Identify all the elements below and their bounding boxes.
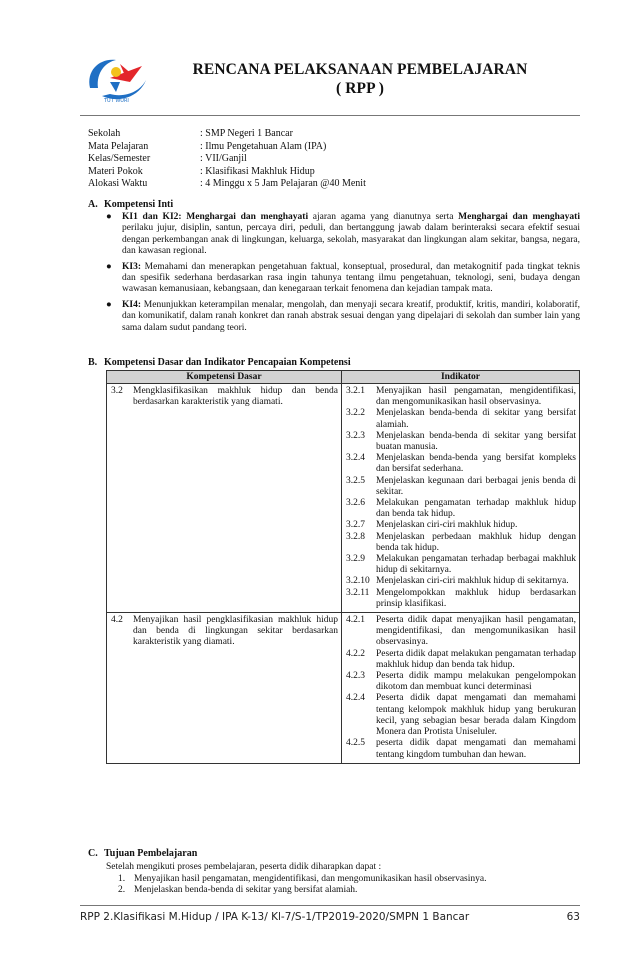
bullet-icon: ● bbox=[106, 212, 112, 222]
kd-cell bbox=[107, 613, 342, 764]
indikator-item bbox=[346, 693, 576, 738]
ki-label: KI4: bbox=[122, 299, 141, 310]
indikator-text: Menjelaskan ciri-ciri makhluk hidup di sekitarnya. bbox=[376, 576, 569, 587]
list-item bbox=[118, 874, 486, 885]
kd-number: 4.2 bbox=[111, 615, 123, 626]
table-header-row bbox=[107, 371, 580, 384]
identity-row-materi bbox=[88, 166, 366, 179]
section-title: Kompetensi Dasar dan Indikator Pencapaian Kompetensi bbox=[104, 357, 351, 368]
indikator-number: 3.2.5 bbox=[346, 475, 365, 486]
indikator-text: Peserta didik dapat melakukan pengamatan terhadap makhluk hidup dan benda tak hidup. bbox=[376, 648, 576, 670]
section-letter: B. bbox=[88, 357, 98, 368]
section-letter: C. bbox=[88, 848, 98, 859]
indikator-text: Menjelaskan ciri-ciri makhluk hidup. bbox=[376, 520, 518, 531]
identity-label: Alokasi Waktu bbox=[88, 178, 148, 190]
indikator-number: 3.2.4 bbox=[346, 453, 365, 464]
table-row bbox=[107, 613, 580, 764]
ki-emphasis: Menghargai dan menghayati bbox=[458, 212, 580, 222]
indikator-number: 4.2.1 bbox=[346, 615, 365, 626]
ki-item bbox=[106, 300, 580, 334]
indikator-text: Peserta didik dapat mengamati dan memahami tentang kelompok makhluk hidup yang berukuran kecil, yang sebagian besar berada dalam Kingdom Monera dan Protista Uniseluler. bbox=[376, 693, 576, 738]
identity-value: : SMP Negeri 1 Bancar bbox=[200, 128, 293, 139]
indikator-text: Melakukan pengamatan terhadap berbagai makhluk hidup di sekitarnya. bbox=[376, 554, 576, 576]
indikator-item bbox=[346, 476, 576, 498]
indikator-number: 3.2.7 bbox=[346, 520, 365, 531]
page-number: 63 bbox=[566, 911, 580, 923]
indikator-number: 4.2.5 bbox=[346, 738, 365, 749]
indikator-item bbox=[346, 431, 576, 453]
indikator-text: Melakukan pengamatan terhadap makhluk hidup dan benda tak hidup. bbox=[376, 498, 576, 520]
section-heading-a bbox=[88, 199, 173, 210]
indikator-item bbox=[346, 453, 576, 475]
ki-text: perilaku jujur, disiplin, santun, percaya diri, peduli, dan bertanggung jawab dalam berinteraksi secara efektif sesuai dengan perkembangan anak di lingkungan, keluarga, sekolah, masyarakat dan lingkungan alam sekitar, bangsa, negara, dan kawasan regional. bbox=[122, 223, 580, 257]
table-row bbox=[107, 384, 580, 613]
indikator-item bbox=[346, 520, 576, 531]
list-number: 1. bbox=[118, 874, 126, 884]
title-line-1: RENCANA PELAKSANAAN PEMBELAJARAN bbox=[192, 61, 528, 78]
indikator-item bbox=[346, 554, 576, 576]
indikator-text: Menjelaskan benda-benda di sekitar yang bersifat alamiah. bbox=[376, 408, 576, 430]
indikator-number: 3.2.11 bbox=[346, 587, 370, 598]
section-letter: A. bbox=[88, 199, 98, 210]
section-title: Kompetensi Inti bbox=[104, 199, 174, 210]
svg-text:TUT WURI: TUT WURI bbox=[104, 98, 129, 104]
kd-cell bbox=[107, 384, 342, 613]
header-divider bbox=[80, 115, 580, 116]
identity-block bbox=[88, 128, 366, 191]
indikator-item bbox=[346, 649, 576, 671]
list-text: Menjelaskan benda-benda di sekitar yang bersifat alamiah. bbox=[134, 885, 358, 896]
ki-item bbox=[106, 212, 580, 258]
ki-text: Memahami dan menerapkan pengetahuan faktual, konseptual, prosedural, dan metakognitif pada tingkat teknis dan spesifik sederhana berdasarkan rasa ingin tahunya tentang ilmu pengetahuan, teknologi, seni, budaya dengan wawasan kemanusiaan, kebangsaan, dan kenegaraan terkait fenomena dan kejadian tampak mata. bbox=[122, 261, 580, 295]
ki-text: Menunjukkan keterampilan menalar, mengolah, dan menyaji secara kreatif, produktif, kritis, mandiri, kolaboratif, dan komunikatif, dalam ranah konkret dan ranah abstrak sesuai dengan yang dipelajari di sekolah dan sumber lain yang sama dalam sudut pandang teori. bbox=[122, 299, 580, 333]
identity-row-kelas bbox=[88, 153, 366, 166]
indikator-number: 3.2.6 bbox=[346, 498, 365, 509]
identity-value: : Klasifikasi Makhluk Hidup bbox=[200, 165, 315, 177]
ki-label: KI3: bbox=[122, 261, 141, 272]
section-title: Tujuan Pembelajaran bbox=[104, 848, 198, 859]
column-header-kd: Kompetensi Dasar bbox=[107, 371, 342, 384]
indikator-item bbox=[346, 576, 576, 587]
kd-number: 3.2 bbox=[111, 386, 123, 396]
kd-text: Mengklasifikasikan makhluk hidup dan benda berdasarkan karakteristik yang diamati. bbox=[133, 386, 338, 408]
ki-text: ajaran agama yang dianutnya serta bbox=[308, 212, 459, 222]
indikator-item bbox=[346, 408, 576, 430]
indikator-number: 3.2.10 bbox=[346, 576, 370, 587]
indikator-number: 3.2.9 bbox=[346, 554, 365, 565]
indikator-number: 4.2.2 bbox=[346, 648, 365, 659]
identity-value: : 4 Minggu x 5 Jam Pelajaran @40 Menit bbox=[200, 178, 366, 190]
ki-item bbox=[106, 262, 580, 296]
tut-wuri-handayani-logo bbox=[80, 52, 156, 108]
identity-row-mapel bbox=[88, 141, 366, 154]
tujuan-intro: Setelah mengikuti proses pembelajaran, peserta didik diharapkan dapat : bbox=[106, 862, 382, 872]
indikator-number: 3.2.2 bbox=[346, 408, 365, 419]
title-line-2: ( RPP ) bbox=[335, 80, 385, 97]
indikator-item bbox=[346, 386, 576, 408]
indikator-number: 4.2.3 bbox=[346, 671, 365, 682]
indikator-text: Menyajikan hasil pengamatan, mengidentifikasi, dan mengomunikasikan hasil observasinya. bbox=[376, 386, 576, 408]
identity-label: Materi Pokok bbox=[88, 165, 143, 177]
list-text: Menyajikan hasil pengamatan, mengidentifikasi, dan mengomunikasikan hasil observasinya. bbox=[134, 874, 487, 884]
indikator-text: Menjelaskan benda-benda di sekitar yang bersifat buatan manusia. bbox=[376, 430, 576, 453]
indikator-number: 4.2.4 bbox=[346, 693, 365, 704]
identity-label: Mata Pelajaran bbox=[88, 140, 149, 152]
indikator-item bbox=[346, 738, 576, 760]
indikator-text: Menjelaskan kegunaan dari berbagai jenis benda di sekitar. bbox=[376, 475, 576, 497]
indikator-text: Peserta didik dapat menyajikan hasil pengamatan, mengidentifikasi, dan mengomunikasikan hasil observasinya. bbox=[376, 615, 576, 648]
indikator-item bbox=[346, 588, 576, 610]
indikator-cell bbox=[342, 384, 580, 613]
indikator-item bbox=[346, 532, 576, 554]
indikator-number: 3.2.1 bbox=[346, 386, 365, 396]
column-header-indikator: Indikator bbox=[342, 371, 580, 384]
indikator-text: Peserta didik mampu melakukan pengelompokan dikotom dan membuat kunci determinasi bbox=[376, 671, 576, 693]
indikator-item bbox=[346, 671, 576, 693]
document-title bbox=[160, 60, 560, 98]
section-heading-c bbox=[88, 848, 197, 859]
kd-text: Menyajikan hasil pengklasifikasian makhluk hidup dan benda di lingkungan sekitar berdasarkan karakteristik yang diamati. bbox=[133, 615, 338, 648]
page-footer bbox=[80, 911, 580, 923]
list-item bbox=[118, 885, 486, 896]
kd-indicator-table bbox=[106, 370, 580, 764]
indikator-item bbox=[346, 498, 576, 520]
identity-row-sekolah bbox=[88, 128, 366, 141]
footer-text: RPP 2.Klasifikasi M.Hidup / IPA K-13/ Kl-7/S-1/TP2019-2020/SMPN 1 Bancar bbox=[80, 911, 470, 923]
identity-value: : Ilmu Pengetahuan Alam (IPA) bbox=[200, 140, 327, 152]
identity-label: Kelas/Semester bbox=[88, 153, 151, 165]
ki-label: KI1 dan KI2: bbox=[122, 212, 182, 222]
indikator-number: 3.2.8 bbox=[346, 531, 365, 542]
bullet-icon: ● bbox=[106, 261, 112, 272]
footer-divider bbox=[80, 905, 580, 906]
indikator-cell bbox=[342, 613, 580, 764]
list-number: 2. bbox=[118, 885, 126, 896]
indikator-text: Mengelompokkan makhluk hidup berdasarkan prinsip klasifikasi. bbox=[376, 587, 576, 609]
identity-row-alokasi bbox=[88, 178, 366, 191]
indikator-text: Menjelaskan benda-benda yang bersifat kompleks dan bersifat sederhana. bbox=[376, 453, 576, 475]
bullet-icon: ● bbox=[106, 299, 112, 310]
section-heading-b bbox=[88, 357, 351, 368]
kompetensi-inti-list bbox=[106, 212, 580, 338]
indikator-number: 3.2.3 bbox=[346, 430, 365, 441]
indikator-text: Menjelaskan perbedaan makhluk hidup dengan benda tak hidup. bbox=[376, 531, 576, 553]
identity-label: Sekolah bbox=[88, 128, 121, 139]
identity-value: : VII/Ganjil bbox=[200, 153, 247, 165]
indikator-text: peserta didik dapat mengamati dan memahami tentang kingdom tumbuhan dan hewan. bbox=[376, 738, 576, 760]
ki-emphasis: Menghargai dan menghayati bbox=[186, 212, 309, 222]
tujuan-list bbox=[118, 874, 486, 897]
indikator-item bbox=[346, 615, 576, 649]
